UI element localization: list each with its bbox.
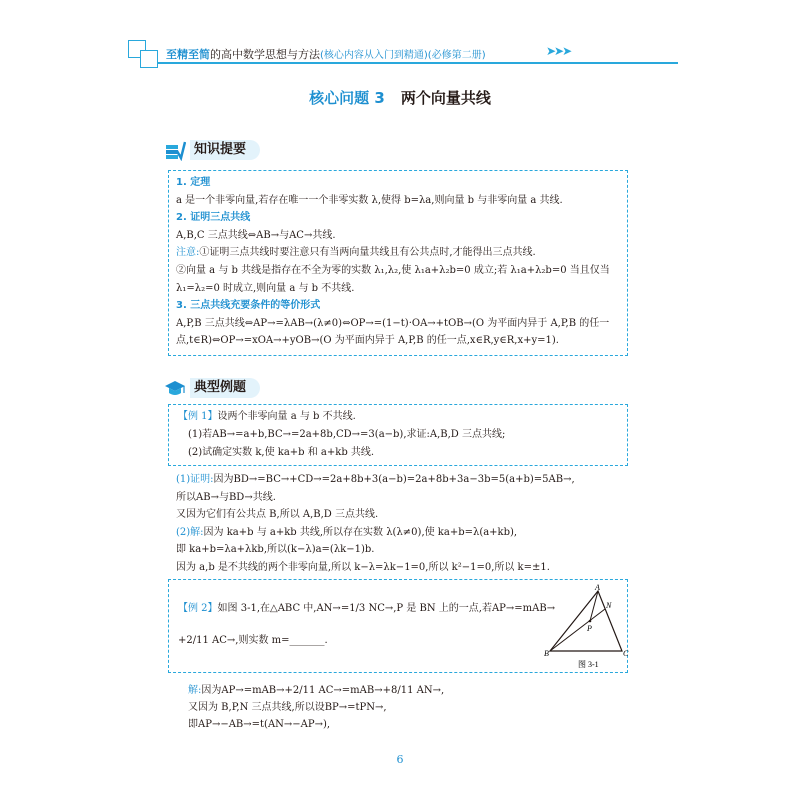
knowledge-line: ②向量 a 与 b 共线是指存在不全为零的实数 λ₁,λ₂,使 λ₁a+λ₂b=0 成立;若 λ₁a+λ₂b=0 当且仅当 — [176, 265, 610, 276]
solution2-line: 又因为 B,P,N 三点共线,所以设BP→=tPN→, — [188, 702, 387, 713]
section-knowledge-label: 知识提要 — [190, 140, 260, 160]
section-knowledge-header — [164, 137, 284, 163]
triangle-figure — [544, 583, 634, 673]
solution1-line: (2)解:因为 ka+b 与 a+kb 共线,所以存在实数 λ(λ≠0),使 ka+b=λ(a+kb), — [176, 526, 518, 538]
label-p: P — [587, 624, 592, 633]
example2-label: 【例 2】 — [178, 603, 218, 614]
header-title — [166, 46, 486, 62]
header-arrows-icon: ➤➤➤ — [546, 44, 571, 58]
knowledge-line: 1. 定理 — [176, 177, 211, 188]
solution1-line: 即 ka+b=λa+λkb,所以(k−λ)a=(λk−1)b. — [176, 544, 375, 555]
triangle-abc — [550, 591, 622, 651]
example2-line1 — [178, 602, 555, 616]
header-decor-square — [140, 50, 158, 68]
example1-question1: (1)若AB→=a+b,BC→=2a+8b,CD→=3(a−b),求证:A,B,D 三点共线; — [188, 429, 506, 440]
solution-marker: 注意: — [176, 247, 200, 259]
header-book-title: 的高中数学思想与方法 — [210, 48, 320, 61]
knowledge-line: 注意:①证明三点共线时要注意只有当两向量共线且有公共点时,才能得出三点共线. — [176, 247, 536, 259]
header-subtitle: (核心内容从入门到精通)(必修第二册) — [320, 50, 486, 61]
section-examples-header — [164, 375, 284, 401]
section-examples-label: 典型例题 — [190, 378, 260, 398]
solution1-line: 所以AB→与BD→共线. — [176, 491, 276, 503]
title-text: 两个向量共线 — [400, 89, 491, 107]
solution1-line: 因为 a,b 是不共线的两个非零向量,所以 k−λ=λk−1=0,所以 k²−1=0,所以 k=±1. — [176, 561, 550, 573]
label-b: B — [544, 649, 549, 658]
example1-question2: (2)试确定实数 k,使 ka+b 和 a+kb 共线. — [188, 447, 375, 458]
point-p — [589, 620, 592, 623]
solution-marker: 解: — [188, 685, 202, 696]
label-a: A — [595, 583, 600, 592]
solution-marker: (1)证明: — [176, 474, 214, 485]
page-header — [128, 40, 688, 68]
figure-caption: 图 3-1 — [578, 660, 599, 669]
solution-marker: (2)解: — [176, 526, 204, 538]
knowledge-line: 2. 证明三点共线 — [176, 212, 251, 224]
solution1-line: 又因为它们有公共点 B,所以 A,B,D 三点共线. — [176, 509, 379, 520]
solution2-line: 即AP→−AB→=t(AN→−AP→), — [188, 719, 331, 730]
header-brand: 至精至简 — [166, 48, 210, 61]
label-n: N — [606, 601, 612, 610]
header-rule — [158, 62, 678, 64]
page-title — [0, 87, 800, 108]
example2-line2: +2/11 AC→,则实数 m=_______. — [178, 635, 328, 646]
page-number: 6 — [396, 753, 404, 766]
label-c: C — [623, 649, 629, 658]
segment-bn — [550, 609, 605, 651]
knowledge-line: 3. 三点共线充要条件的等价形式 — [176, 300, 321, 312]
graduation-cap-icon — [164, 377, 186, 399]
books-icon — [164, 139, 186, 161]
knowledge-line: λ₁=λ₂=0 时成立,则向量 a 与 b 不共线. — [176, 282, 355, 294]
knowledge-line: a 是一个非零向量,若存在唯一一个非零实数 λ,使得 b=λa,则向量 b 与非零向量 a 共线. — [176, 194, 563, 206]
example1-label: 【例 1】 — [178, 411, 218, 422]
solution2-line: 解:因为AP→=mAB→+2/11 AC→=mAB→+8/11 AN→, — [188, 685, 445, 696]
knowledge-line: 点,t∈R)⇔OP→=xOA→+yOB→(O 为平面内异于 A,P,B 的任一点,x∈R,y∈R,x+y=1). — [176, 335, 559, 347]
example1-stem: 设两个非零向量 a 与 b 不共线. — [217, 411, 356, 422]
example2-stem: 如图 3-1,在△ABC 中,AN→=1/3 NC→,P 是 BN 上的一点,若AP→=mAB→ — [217, 603, 556, 614]
solution1-line: (1)证明:因为BD→=BC→+CD→=2a+8b+3(a−b)=2a+8b+3a−3b=5(a+b)=5AB→, — [176, 474, 575, 485]
knowledge-line: A,P,B 三点共线⇔AP→=λAB→(λ≠0)⇔OP→=(1−t)·OA→+tOB→(O 为平面内异于 A,P,B 的任一 — [176, 317, 610, 329]
example1-line — [178, 410, 356, 424]
title-number: 核心问题 3 — [309, 89, 385, 107]
knowledge-line: A,B,C 三点共线⇔AB→与AC→共线. — [176, 229, 336, 241]
